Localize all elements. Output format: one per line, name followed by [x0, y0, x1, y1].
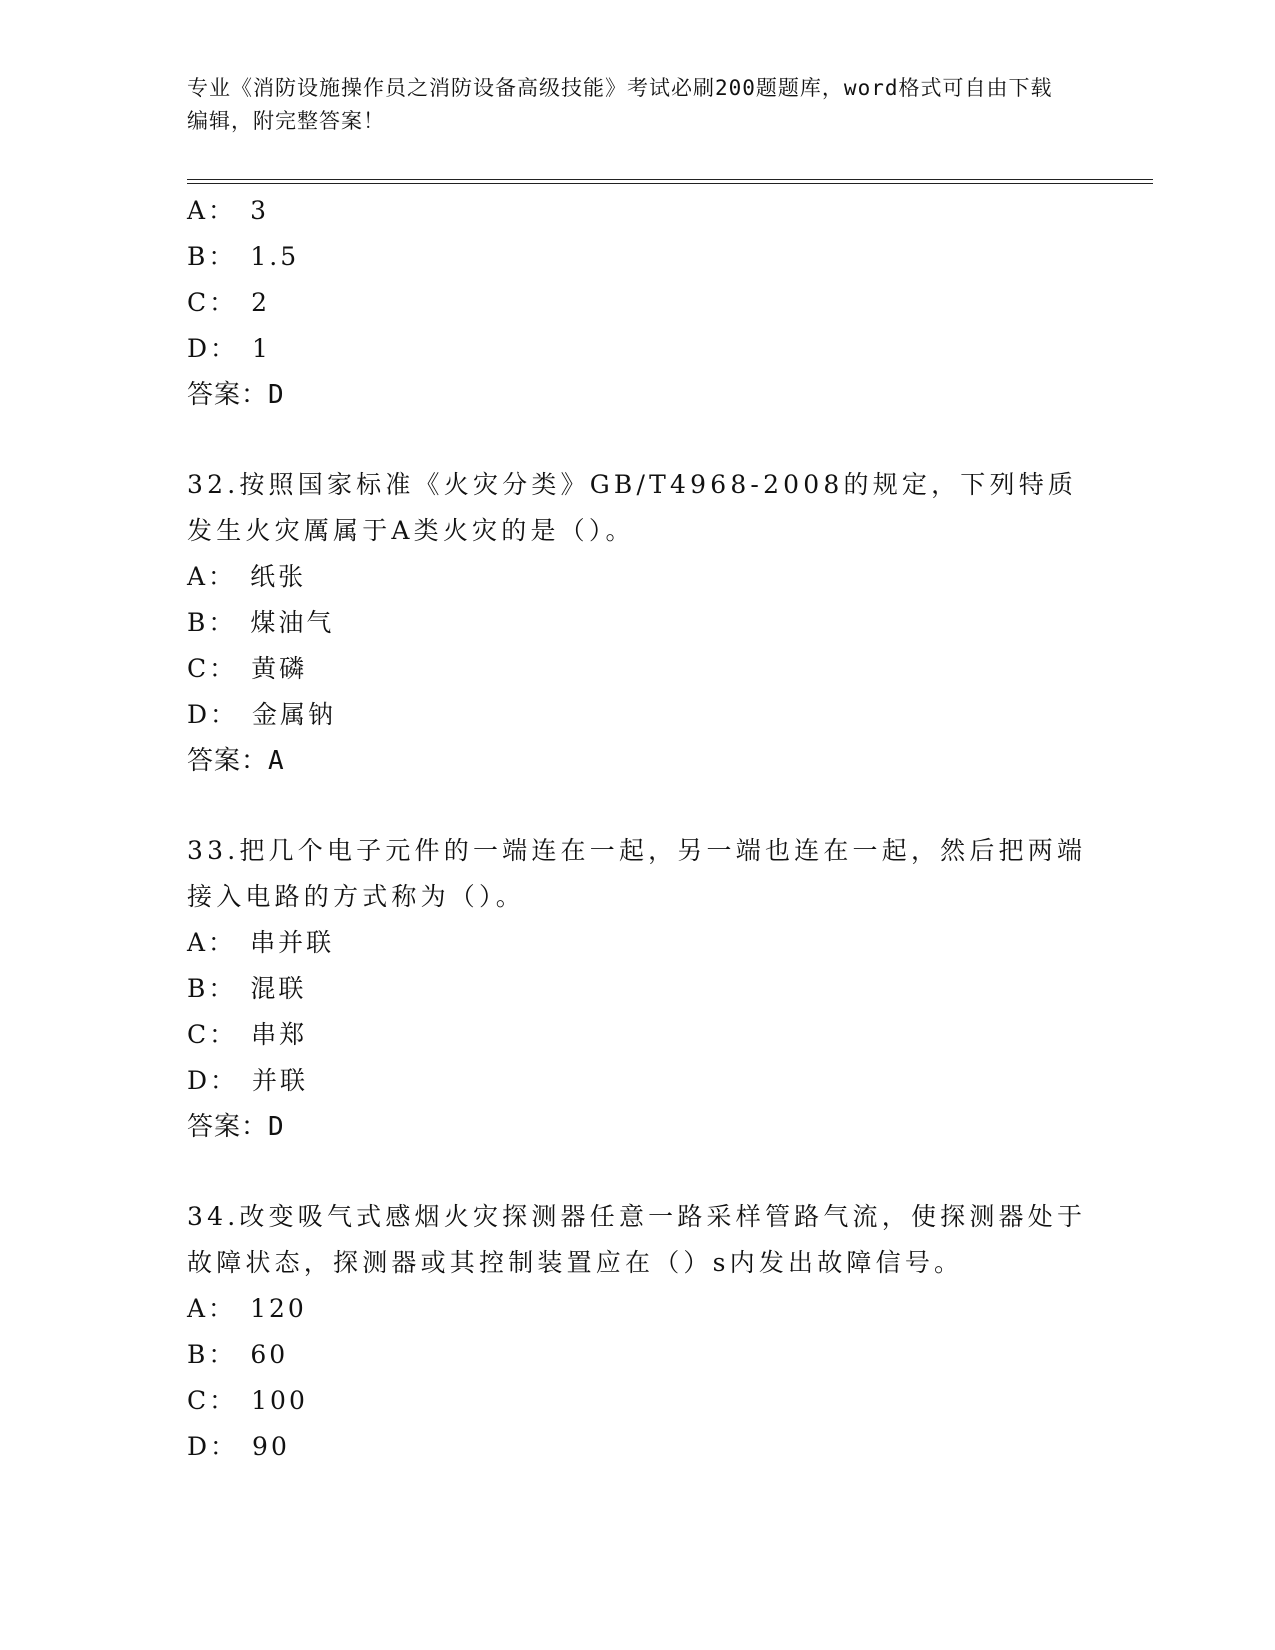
question-33	[187, 828, 1087, 1150]
option-d: D： 90	[187, 1432, 290, 1461]
option-a: A： 串并联	[187, 928, 335, 957]
option-d: D： 1	[187, 334, 271, 363]
question-text: 34.改变吸气式感烟火灾探测器任意一路采样管路气流，使探测器处于故障状态，探测器或其控制装置应在（）s内发出故障信号。	[187, 1202, 1087, 1277]
option-b: B： 混联	[187, 974, 307, 1003]
option-d: D： 金属钠	[187, 700, 337, 729]
option-c: C： 串郑	[187, 1020, 308, 1049]
answer-line: 答案：D	[187, 380, 285, 410]
question-text: 33.把几个电子元件的一端连在一起，另一端也连在一起，然后把两端接入电路的方式称为（）。	[187, 836, 1087, 911]
answer-line: 答案：A	[187, 746, 285, 776]
option-c: C： 2	[187, 288, 271, 317]
header-divider-top	[187, 179, 1153, 180]
option-a: A： 3	[187, 196, 269, 225]
option-b: B： 煤油气	[187, 608, 335, 637]
question-list	[187, 188, 1087, 1470]
option-b: B： 60	[187, 1340, 289, 1369]
question-31-partial	[187, 188, 1087, 418]
question-32	[187, 462, 1087, 784]
option-a: A： 纸张	[187, 562, 307, 591]
document-header: 专业《消防设施操作员之消防设备高级技能》考试必刷200题题库，word格式可自由下载编辑，附完整答案！	[187, 76, 1053, 133]
answer-line: 答案：D	[187, 1112, 285, 1142]
question-34	[187, 1194, 1087, 1470]
option-a: A： 120	[187, 1294, 307, 1323]
question-text: 32.按照国家标准《火灾分类》GB/T4968-2008的规定，下列特质发生火灾厲属于A类火灾的是（）。	[187, 470, 1078, 545]
option-d: D： 并联	[187, 1066, 309, 1095]
option-c: C： 黄磷	[187, 654, 308, 683]
header-divider-bottom	[187, 183, 1153, 184]
option-c: C： 100	[187, 1386, 308, 1415]
option-b: B： 1.5	[187, 242, 300, 271]
